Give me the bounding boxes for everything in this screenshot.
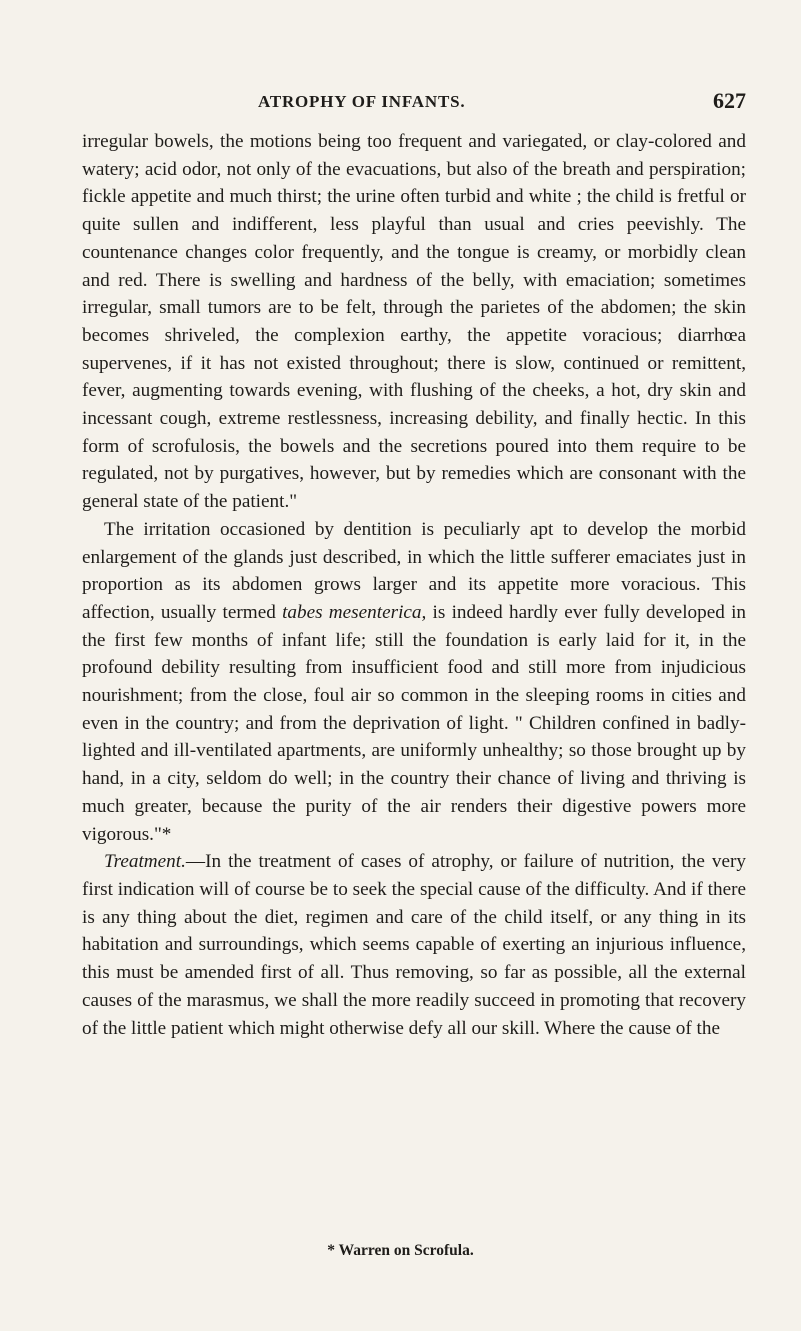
section-heading-treatment: Treatment. — [104, 851, 186, 873]
paragraph-2-end: is indeed hardly ever fully developed in the first few months of infant life; still the foundation is early laid for it, in the profound debility resulting from insufficient food and still more from injudicious nourishment; from the close, foul air so common in the sleeping rooms in cities and even in the country; and from the deprivation of light. " Children confined in badly-lighted and ill-ventilated apartments, are uniformly unhealthy; so those brought up by hand, in a city, seldom do well; in the country their chance of living and thriving is much greater, because the purity of the air renders their digestive powers more vigorous."* — [82, 601, 746, 845]
running-head — [82, 88, 746, 122]
paragraph-1-text: irregular bowels, the motions being too frequent and variegated, or clay-colored and watery; acid odor, not only of the evacuations, but also of the breath and perspiration; fickle appetite and much thirst; the urine often turbid and white ; the child is fretful or quite sullen and indifferent, less playful than usual and cries peevishly. The countenance changes color frequently, and the tongue is creamy, or morbidly clean and red. There is swelling and hardness of the belly, with emaciation; sometimes irregular, small tumors are to be felt, through the parietes of the abdomen; the skin becomes shriveled, the complexion earthy, the appetite voracious; diarrhœa supervenes, if it has not existed throughout; there is slow, continued or remittent, fever, augmenting towards evening, with flushing of the cheeks, a hot, dry skin and incessant cough, extreme restlessness, increasing debility, and finally hectic. In this form of scrofulosis, the bowels and the secretions poured into them require to be regulated, not by purgatives, however, but by remedies which are consonant with the general state of the patient." — [82, 131, 746, 513]
footnote: * Warren on Scrofula. — [327, 1242, 474, 1259]
paragraph-continuation — [82, 128, 746, 516]
running-title: ATROPHY OF INFANTS. — [258, 92, 466, 111]
paragraph-treatment — [82, 848, 746, 1042]
paragraph-3-text: —In the treatment of cases of atrophy, or failure of nutrition, the very first indication will of course be to seek the special cause of the difficulty. And if there is any thing about the diet, regimen and care of the child itself, or any thing in its habitation and surroundings, which seems capable of exerting an injurious influence, this must be amended first of all. Thus removing, so far as possible, all the external causes of the marasmus, we shall the more readily succeed in promoting that recovery of the little patient which might otherwise defy all our skill. Where the cause of the — [82, 851, 746, 1039]
body-text — [82, 128, 746, 1042]
italic-term-tabes: tabes mesenterica, — [282, 601, 427, 623]
paragraph-dentition — [82, 516, 746, 848]
paragraph-2-start: The irritation occasioned by dentition is peculiarly apt to develop the morbid enlargement of the glands just described, in which the little sufferer emaciates just in proportion as its abdomen grows larger and its appetite more voracious. This affection, usually termed — [82, 518, 746, 623]
page-number: 627 — [713, 88, 746, 113]
